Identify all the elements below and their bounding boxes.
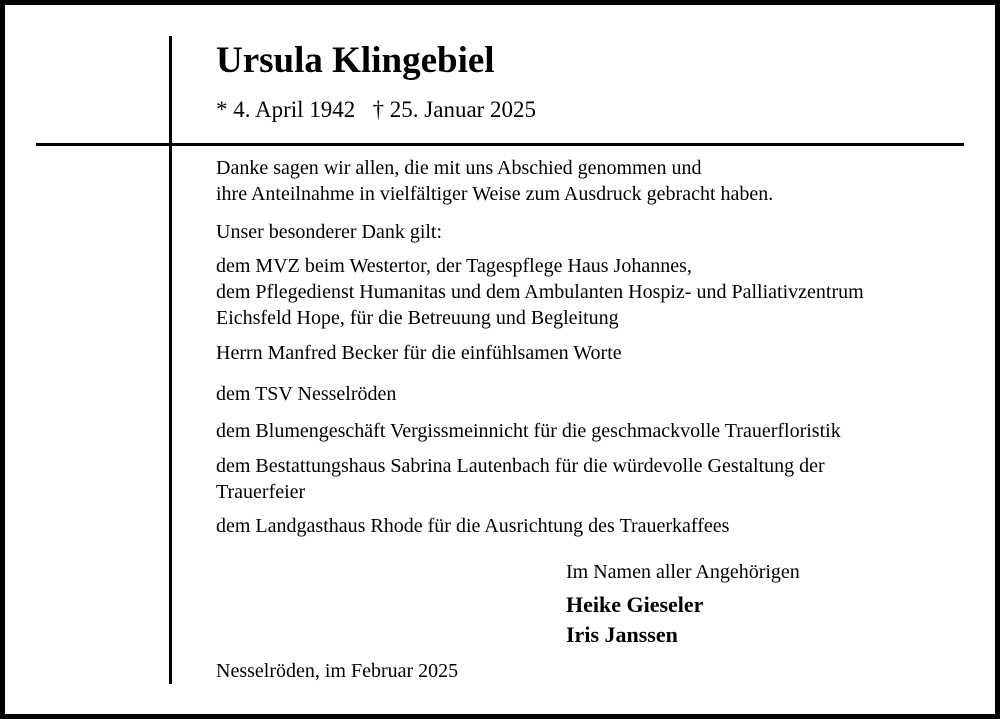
signature-name: Iris Janssen	[566, 622, 678, 647]
thanks-line: Eichsfeld Hope, für die Betreuung und Begleitung	[216, 307, 619, 329]
thanks-tsv: dem TSV Nesselröden	[216, 383, 397, 405]
horizontal-divider	[36, 143, 964, 146]
life-dates: * 4. April 1942 † 25. Januar 2025	[216, 97, 537, 122]
signature-name: Heike Gieseler	[566, 592, 704, 617]
signature-intro: Im Namen aller Angehörigen	[566, 561, 800, 583]
thanks-line: dem Pflegedienst Humanitas und dem Ambulanten Hospiz- und Palliativzentrum	[216, 281, 864, 303]
thanks-line: dem MVZ beim Westertor, der Tagespflege Haus Johannes,	[216, 255, 692, 277]
thanks-line: dem Bestattungshaus Sabrina Lautenbach für die würdevolle Gestaltung der	[216, 455, 825, 477]
deceased-name: Ursula Klingebiel	[216, 40, 495, 81]
thanks-line: Trauerfeier	[216, 481, 306, 503]
thanks-line: Danke sagen wir allen, die mit uns Abschied genommen und	[216, 157, 702, 179]
thanks-funeral-paragraph	[216, 453, 825, 505]
thanks-line: ihre Anteilnahme in vielfältiger Weise zum Ausdruck gebracht haben.	[216, 183, 774, 205]
special-thanks-heading: Unser besonderer Dank gilt:	[216, 221, 443, 243]
place-date: Nesselröden, im Februar 2025	[216, 660, 459, 682]
vertical-divider	[169, 36, 172, 684]
thanks-cafe: dem Landgasthaus Rhode für die Ausrichtung des Trauerkaffees	[216, 515, 730, 537]
thanks-becker: Herrn Manfred Becker für die einfühlsamen Worte	[216, 342, 622, 364]
thanks-paragraph	[216, 155, 773, 207]
thanks-flowers: dem Blumengeschäft Vergissmeinnicht für die geschmackvolle Trauerfloristik	[216, 420, 841, 442]
thanks-mvz-paragraph	[216, 253, 864, 331]
